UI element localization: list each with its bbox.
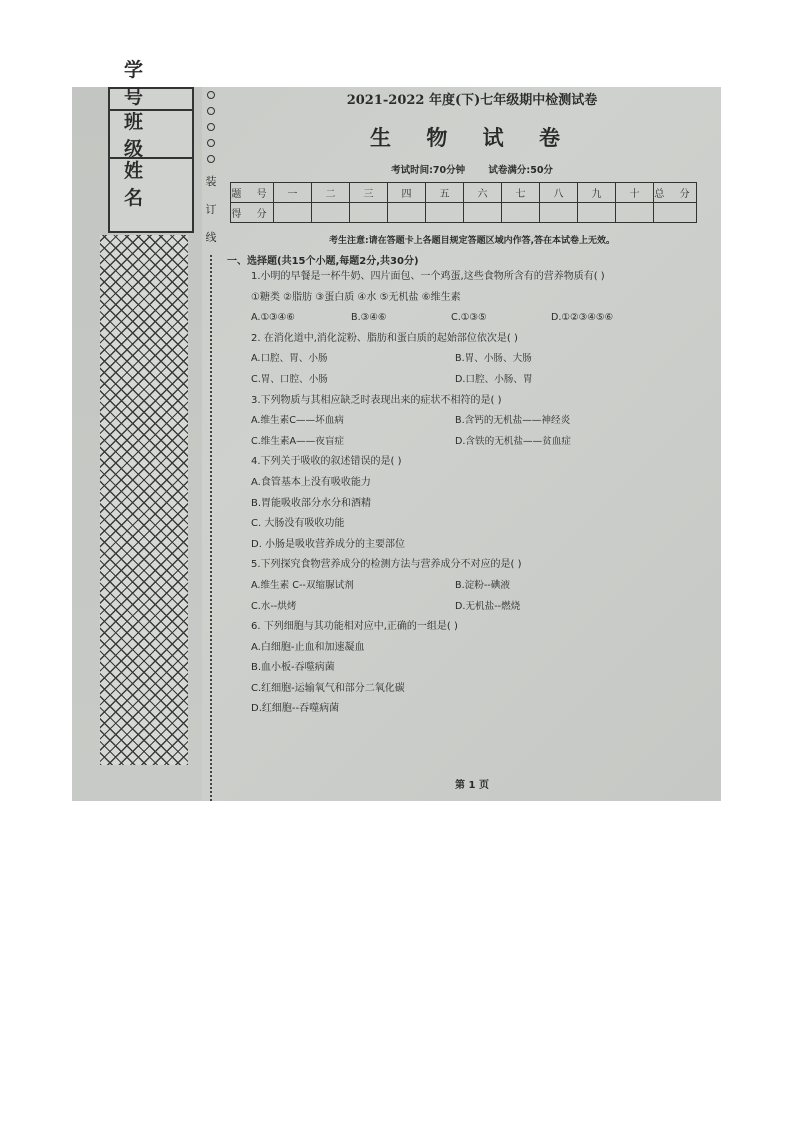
option-c: C.红细胞-运输氧气和部分二氧化碳 xyxy=(251,682,405,694)
score-blank xyxy=(540,203,578,223)
question-stem: 4.下列关于吸收的叙述错误的是( ) xyxy=(251,456,402,468)
option-row xyxy=(251,349,717,370)
question-extra: ①糖类 ②脂肪 ③蛋白质 ④水 ⑤无机盐 ⑥维生素 xyxy=(251,291,461,303)
score-cell: 九 xyxy=(578,183,616,203)
name-field: 姓 名 xyxy=(124,160,166,209)
binding-ring xyxy=(207,123,215,131)
score-blank xyxy=(502,203,540,223)
page-number: 第 1 页 xyxy=(455,780,489,791)
question-4 xyxy=(227,452,717,555)
score-cell: 六 xyxy=(464,183,502,203)
binding-ring xyxy=(207,155,215,163)
score-blank xyxy=(350,203,388,223)
option-a: A.①③④⑥ xyxy=(251,312,295,324)
option-b: B.胃能吸收部分水分和酒精 xyxy=(251,497,372,509)
option-d: D.无机盐--燃烧 xyxy=(455,600,521,612)
option-a: A.食管基本上没有吸收能力 xyxy=(251,476,371,488)
question-6 xyxy=(227,617,717,720)
subject-title: 生 物 试 卷 xyxy=(370,125,574,150)
score-cell: 题 号 xyxy=(231,183,274,203)
binding-char-zhuang: 装 xyxy=(205,175,217,188)
option-d: D.①②③④⑤⑥ xyxy=(551,312,614,324)
option-row xyxy=(251,308,717,329)
score-blank xyxy=(426,203,464,223)
option-b: B.含钙的无机盐——神经炎 xyxy=(455,415,571,427)
score-cell: 一 xyxy=(274,183,312,203)
option-c: C.水--烘烤 xyxy=(251,600,297,612)
exam-title: 2021-2022 年度(下)七年级期中检测试卷 xyxy=(346,93,598,108)
score-blank xyxy=(274,203,312,223)
question-stem: 2. 在消化道中,消化淀粉、脂肪和蛋白质的起始部位依次是( ) xyxy=(251,332,518,344)
option-row xyxy=(251,370,717,391)
question-1 xyxy=(227,267,717,329)
question-5 xyxy=(227,555,717,617)
question-stem: 6. 下列细胞与其功能相对应中,正确的一组是( ) xyxy=(251,621,458,633)
option-a: A.白细胞-止血和加速凝血 xyxy=(251,641,365,653)
full-score: 试卷满分:50分 xyxy=(488,165,553,176)
score-cell: 得 分 xyxy=(231,203,274,223)
option-b: B.淀粉--碘液 xyxy=(455,579,510,591)
score-table-header-row xyxy=(231,183,697,203)
exam-photo xyxy=(72,59,721,801)
exam-meta xyxy=(227,162,717,176)
option-c: C.维生素A——夜盲症 xyxy=(251,435,345,447)
binding-char-xian: 线 xyxy=(205,231,217,244)
score-cell: 四 xyxy=(388,183,426,203)
score-blank xyxy=(464,203,502,223)
student-info-box xyxy=(108,59,194,233)
option-d: D.口腔、小肠、胃 xyxy=(455,373,533,385)
option-row xyxy=(251,597,717,618)
student-id-field: 学 号 xyxy=(110,89,192,111)
question-3 xyxy=(227,391,717,453)
score-blank xyxy=(312,203,350,223)
candidate-notice: 考生注意:请在答题卡上各题目规定答题区域内作答,答在本试卷上无效。 xyxy=(328,236,616,246)
option-b: B.血小板-吞噬病菌 xyxy=(251,662,335,674)
score-cell: 七 xyxy=(502,183,540,203)
score-cell: 八 xyxy=(540,183,578,203)
score-cell: 二 xyxy=(312,183,350,203)
option-a: A.维生素C——坏血病 xyxy=(251,415,344,427)
binding-ring xyxy=(207,91,215,99)
decorative-pattern xyxy=(100,235,188,765)
option-d: D.红细胞--吞噬病菌 xyxy=(251,703,340,715)
score-blank xyxy=(388,203,426,223)
section-heading: 一、选择题(共15个小题,每题2分,共30分) xyxy=(227,256,419,267)
exam-time: 考试时间:70分钟 xyxy=(391,165,466,176)
question-stem: 3.下列物质与其相应缺乏时表现出来的症状不相符的是( ) xyxy=(251,394,502,406)
dotted-line xyxy=(210,255,212,801)
binding-ring xyxy=(207,139,215,147)
binding-ring xyxy=(207,107,215,115)
score-blank xyxy=(616,203,654,223)
option-row xyxy=(251,576,717,597)
binding-char-ding: 订 xyxy=(205,203,217,216)
score-blank xyxy=(654,203,697,223)
score-cell: 五 xyxy=(426,183,464,203)
exam-paper xyxy=(227,87,717,801)
option-row xyxy=(251,411,717,432)
side-strip xyxy=(72,59,202,801)
option-row xyxy=(251,432,717,453)
option-d: D.含铁的无机盐——贫血症 xyxy=(455,435,571,447)
score-cell: 总 分 xyxy=(654,183,697,203)
question-stem: 5.下列探究食物营养成分的检测方法与营养成分不对应的是( ) xyxy=(251,559,522,571)
score-table-score-row xyxy=(231,203,697,223)
score-cell: 十 xyxy=(616,183,654,203)
option-c: C. 大肠没有吸收功能 xyxy=(251,518,345,530)
score-blank xyxy=(578,203,616,223)
option-c: C.①③⑤ xyxy=(451,312,487,324)
question-stem: 1.小明的早餐是一杯牛奶、四片面包、一个鸡蛋,这些食物所含有的营养物质有( ) xyxy=(251,271,605,282)
option-b: B.胃、小肠、大肠 xyxy=(455,353,532,365)
score-cell: 三 xyxy=(350,183,388,203)
binding-line xyxy=(204,87,218,801)
option-a: A.口腔、胃、小肠 xyxy=(251,353,328,365)
option-c: C.胃、口腔、小肠 xyxy=(251,373,328,385)
option-b: B.③④⑥ xyxy=(351,312,387,324)
option-a: A.维生素 C--双缩脲试剂 xyxy=(251,579,354,591)
score-table xyxy=(230,182,697,223)
option-d: D. 小肠是吸收营养成分的主要部位 xyxy=(251,538,406,550)
class-field: 班 级 xyxy=(110,111,192,159)
question-2 xyxy=(227,329,717,391)
